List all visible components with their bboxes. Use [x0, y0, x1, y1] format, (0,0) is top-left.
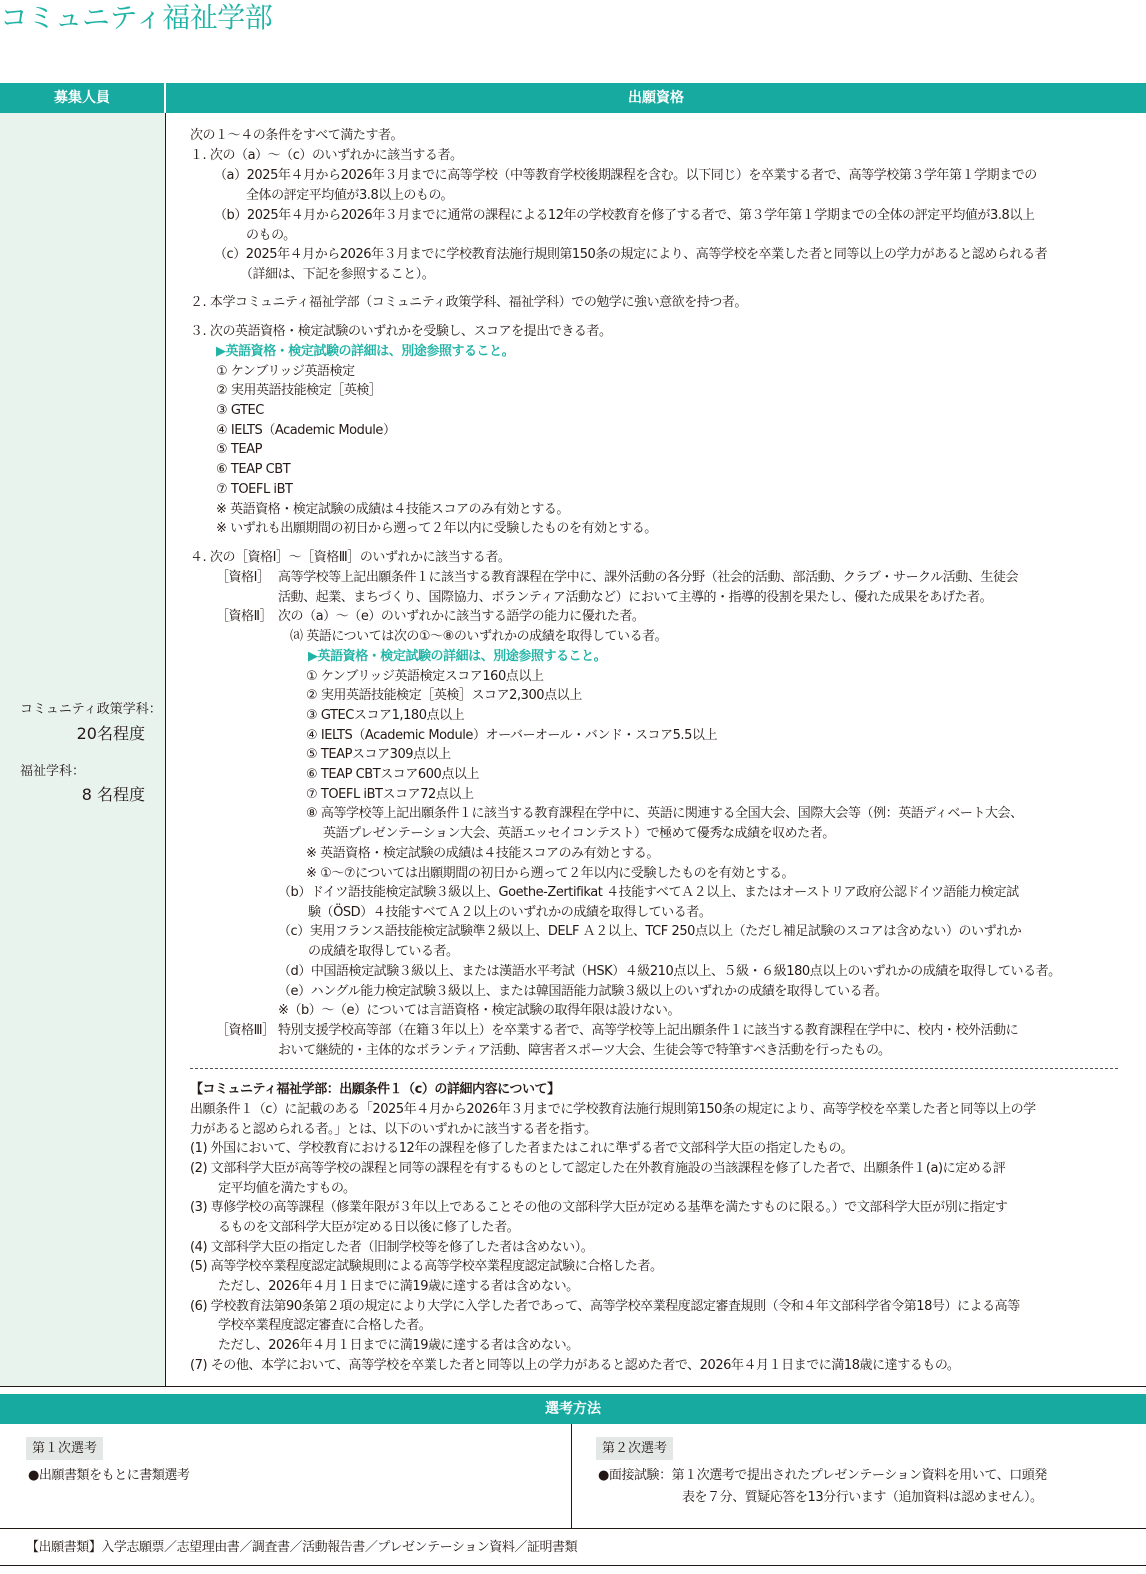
reference-note: ▶英語資格・検定試験の詳細は、別途参照すること。	[216, 344, 515, 359]
first-selection-text: ●出願書類をもとに書類選考	[28, 1468, 190, 1483]
text-line: （a）2025年４月から2026年３月までに高等学校（中等教育学校後期課程を含む。以下同じ）を卒業する者で、高等学校第３学年第１学期までの	[214, 168, 1037, 183]
list-item: ① ケンブリッジ英語検定	[216, 364, 355, 379]
table-bottom-border	[0, 1386, 1146, 1387]
text-line: ※ 英語資格・検定試験の成績は４技能スコアのみ有効とする。	[306, 846, 659, 861]
list-item: ⑤ TEAPスコア309点以上	[306, 747, 451, 762]
detail-heading: 【コミュニティ福祉学部：出願条件１（c）の詳細内容について】	[190, 1082, 560, 1097]
dept1-name: コミュニティ政策学科：	[20, 702, 162, 717]
text-line: ３. 次の英語資格・検定試験のいずれかを受験し、スコアを提出できる者。	[190, 324, 612, 339]
dept1-count: 20名程度	[76, 724, 145, 743]
selection-header: 選考方法	[0, 1394, 1146, 1424]
text-line: ４. 次の［資格Ⅰ］～［資格Ⅲ］のいずれかに該当する者。	[190, 550, 511, 565]
column-divider	[165, 113, 166, 1387]
text-line: 学校卒業程度認定審査に合格した者。	[218, 1318, 432, 1333]
reference-note: ▶英語資格・検定試験の詳細は、別途参照すること。	[308, 649, 607, 664]
list-item: ⑥ TEAP CBT	[216, 462, 291, 477]
text-line: （d）中国語検定試験３級以上、または漢語水平考試（HSK）４級210点以上、５級・６級180点以上のいずれかの成績を取得している者。	[278, 964, 1061, 979]
list-item: ④ IELTS（Academic Module）オーバーオール・バンド・スコア5.5以上	[306, 728, 718, 743]
list-item: ④ IELTS（Academic Module）	[216, 423, 396, 438]
list-item: ⑤ TEAP	[216, 442, 262, 457]
text-line: おいて継続的・主体的なボランティア活動、障害者スポーツ大会、生徒会等で特筆すべき活動を行ったもの。	[278, 1043, 891, 1058]
second-selection-text-cont: 表を７分、質疑応答を13分行います（追加資料は認めません）。	[682, 1490, 1043, 1505]
text-line: (6) 学校教育法第90条第２項の規定により大学に入学した者であって、高等学校卒業程度認定審査規則（令和４年文部科学省令第18号）による高等	[190, 1299, 1020, 1314]
dashed-divider	[190, 1068, 1118, 1069]
text-line: 験（ÖSD）４技能すべてＡ２以上のいずれかの成績を取得している者。	[308, 905, 712, 920]
text-line: ただし、2026年４月１日までに満19歳に達する者は含めない。	[218, 1338, 579, 1353]
documents-bottom-border	[0, 1565, 1146, 1566]
header-qualification: 出願資格	[166, 83, 1146, 113]
text-line: ［資格Ⅰ］	[216, 570, 270, 585]
list-item: ⑧ 高等学校等上記出願条件１に該当する教育課程在学中に、英語に関連する全国大会、国際大会等（例：英語ディベート大会、	[306, 806, 1023, 821]
text-line: （c）2025年４月から2026年３月までに学校教育法施行規則第150条の規定により、高等学校を卒業した者と同等以上の学力があると認められる者	[214, 247, 1048, 262]
second-selection-tag: 第２次選考	[596, 1437, 673, 1460]
second-selection-text: ●面接試験：第１次選考で提出されたプレゼンテーション資料を用いて、口頭発	[598, 1468, 1047, 1483]
text-line: (5) 高等学校卒業程度認定試験規則による高等学校卒業程度認定試験に合格した者。	[190, 1259, 663, 1274]
text-line: （e）ハングル能力検定試験３級以上、または韓国語能力試験３級以上のいずれかの成績を取得している者。	[278, 984, 888, 999]
text-line: 次の１～４の条件をすべて満たす者。	[190, 128, 404, 143]
text-line: 活動、起業、まちづくり、国際協力、ボランティア活動など）において主導的・指導的役割を果たし、優れた成果をあげた者。	[278, 590, 993, 605]
list-item: ⑦ TOEFL iBT	[216, 482, 293, 497]
text-line: （b）ドイツ語技能検定試験３級以上、Goethe-Zertifikat ４技能すべてＡ２以上、またはオーストリア政府公認ドイツ語能力検定試	[278, 885, 1019, 900]
text-line: 全体の評定平均値が3.8以上のもの。	[246, 188, 454, 203]
list-item: ⑥ TEAP CBTスコア600点以上	[306, 767, 480, 782]
text-line: のもの。	[246, 228, 296, 243]
recruit-column	[0, 113, 165, 1387]
list-item: ③ GTECスコア1,180点以上	[306, 708, 465, 723]
text-line: ⒜ 英語については次の①～⑧のいずれかの成績を取得している者。	[290, 629, 668, 644]
dept2-name: 福祉学科：	[20, 764, 86, 779]
text-line: ※ いずれも出願期間の初日から遡って２年以内に受験したものを有効とする。	[216, 521, 657, 536]
text-line: ［資格Ⅱ］	[216, 609, 273, 624]
selection-divider	[571, 1424, 572, 1528]
text-line: 出願条件１（c）に記載のある「2025年４月から2026年３月までに学校教育法施行規則第150条の規定により、高等学校を卒業した者と同等以上の学	[190, 1102, 1036, 1117]
text-line: （b）2025年４月から2026年３月までに通常の課程による12年の学校教育を修了する者で、第３学年第１学期までの全体の評定平均値が3.8以上	[214, 208, 1035, 223]
text-line: ※ 英語資格・検定試験の成績は４技能スコアのみ有効とする。	[216, 502, 569, 517]
text-line: (7) その他、本学において、高等学校を卒業した者と同等以上の学力があると認めた者で、2026年４月１日までに満18歳に達するもの。	[190, 1358, 960, 1373]
text-line: 次の（a）～（e）のいずれかに該当する語学の能力に優れた者。	[278, 609, 645, 624]
text-line: 定平均値を満たすもの。	[218, 1181, 356, 1196]
list-item: ② 実用英語技能検定［英検］スコア2,300点以上	[306, 688, 582, 703]
text-line: の成績を取得している者。	[308, 944, 459, 959]
text-line: ※ ①～⑦については出願期間の初日から遡って２年以内に受験したものを有効とする。	[306, 866, 795, 881]
text-line: （詳細は、下記を参照すること）。	[240, 267, 435, 282]
list-item: ① ケンブリッジ英語検定スコア160点以上	[306, 669, 544, 684]
list-item: ⑦ TOEFL iBTスコア72点以上	[306, 787, 474, 802]
text-line: (1) 外国において、学校教育における12年の課程を修了した者またはこれに準ずる者で文部科学大臣の指定したもの。	[190, 1141, 854, 1156]
header-recruit: 募集人員	[0, 83, 164, 113]
text-line: 高等学校等上記出願条件１に該当する教育課程在学中に、課外活動の各分野（社会的活動、部活動、クラブ・サークル活動、生徒会	[278, 570, 1019, 585]
text-line: 特別支援学校高等部（在籍３年以上）を卒業する者で、高等学校等上記出願条件１に該当する教育課程在学中に、校内・校外活動に	[278, 1023, 1019, 1038]
required-documents: 【出願書類】入学志願票／志望理由書／調査書／活動報告書／プレゼンテーション資料／証明書類	[26, 1540, 578, 1555]
dept2-count: 8 名程度	[81, 785, 145, 804]
text-line: るものを文部科学大臣が定める日以後に修了した者。	[218, 1220, 520, 1235]
text-line: ［資格Ⅲ］	[216, 1023, 275, 1038]
text-line: (2) 文部科学大臣が高等学校の課程と同等の課程を有するものとして認定した在外教育施設の当該課程を修了した者で、出願条件１(a)に定める評	[190, 1161, 1006, 1176]
list-item: ③ GTEC	[216, 403, 264, 418]
page-title: コミュニティ福祉学部	[0, 1, 273, 34]
text-line: ただし、2026年４月１日までに満19歳に達する者は含めない。	[218, 1279, 579, 1294]
text-line: （c）実用フランス語技能検定試験準２級以上、DELF Ａ２以上、TCF 250点以上（ただし補足試験のスコアは含めない）のいずれか	[278, 924, 1022, 939]
text-line: (3) 専修学校の高等課程（修業年限が３年以上であることその他の文部科学大臣が定める基準を満たすものに限る。）で文部科学大臣が別に指定す	[190, 1200, 1008, 1215]
text-line: (4) 文部科学大臣の指定した者（旧制学校等を修了した者は含めない）。	[190, 1240, 594, 1255]
text-line: ※（b）～（e）については言語資格・検定試験の取得年限は設けない。	[278, 1003, 681, 1018]
text-line: １. 次の（a）～（c）のいずれかに該当する者。	[190, 148, 463, 163]
text-line: 力があると認められる者。」とは、以下のいずれかに該当する者を指す。	[190, 1122, 597, 1137]
list-item: ② 実用英語技能検定［英検］	[216, 383, 382, 398]
text-line: 英語プレゼンテーション大会、英語エッセイコンテスト）で極めて優秀な成績を収めた者。	[323, 826, 835, 841]
first-selection-tag: 第１次選考	[26, 1437, 103, 1460]
selection-bottom-border	[0, 1528, 1146, 1529]
text-line: ２. 本学コミュニティ福祉学部（コミュニティ政策学科、福祉学科）での勉学に強い意欲を持つ者。	[190, 295, 747, 310]
